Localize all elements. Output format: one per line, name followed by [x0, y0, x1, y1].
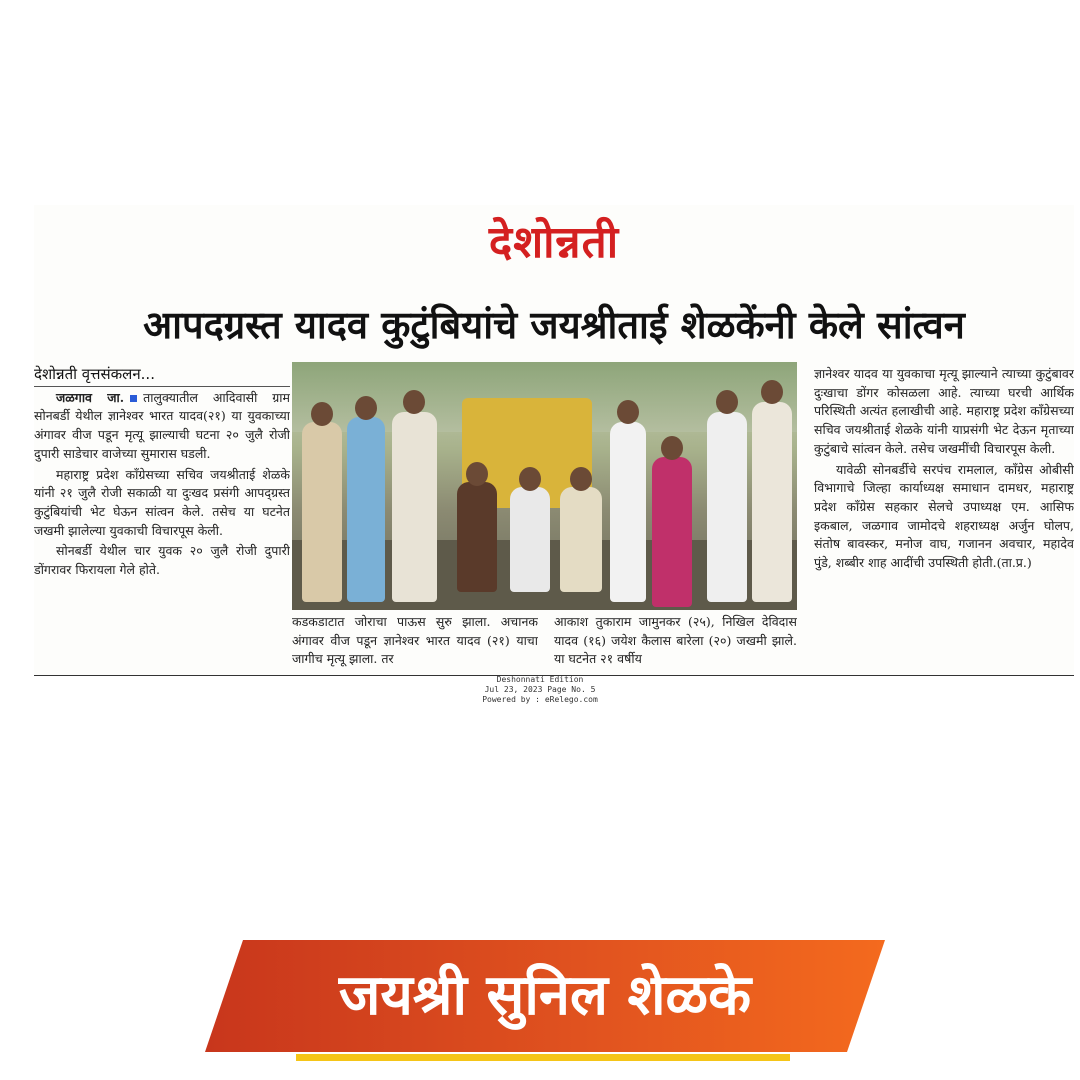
article-paragraph: सोनबर्डी येथील चार युवक २० जुलै रोजी दुपारी डोंगरावर फिरायला गेले होते.	[34, 543, 290, 578]
article-dateline: जळगाव जा.	[56, 389, 125, 405]
newspaper-masthead: देशोन्नती	[488, 217, 620, 268]
name-banner-text: जयश्री सुनिल शेळके	[338, 963, 752, 1028]
edition-name: Deshonnati Edition	[496, 675, 584, 684]
newspaper-clipping	[34, 205, 1074, 676]
edition-footer	[0, 675, 1080, 705]
article-paragraph: महाराष्ट्र प्रदेश काँग्रेसच्या सचिव जयश्रीताई शेळके यांनी २१ जुलै रोजी सकाळी या दुःखद प्रसंगी आपद्ग्रस्त कुटुंबियांची भेट घेऊन सांत्वन केले. तसेच या घटनेत जखमी झालेल्या युवकाची विचारपूस केली.	[34, 466, 290, 538]
article-paragraph: जळगाव जा. तालुक्यातील आदिवासी ग्राम सोनबर्डी येथील ज्ञानेश्वर भारत यादव(२१) या युवकाच्या अंगावर वीज पडून मृत्यू झाल्याची घटना २० जुलै रोजी दुपारी साडेचार वाजेच्या सुमारास घडली.	[34, 389, 290, 461]
article-headline: आपदग्रस्त यादव कुटुंबियांचे जयश्रीताई शेळकेंनी केले सांत्वन	[143, 303, 965, 347]
article-column-middle-2	[554, 613, 797, 675]
square-bullet-icon	[130, 395, 137, 402]
article-paragraph: कडकडाटात जोराचा पाऊस सुरु झाला. अचानक अंगावर वीज पडून ज्ञानेश्वर भारत यादव (२१) याचा जागीच मृत्यू झाला. तर	[292, 614, 538, 667]
masthead-rule	[34, 269, 1074, 279]
edition-powered-by: Powered by : eRelego.com	[482, 695, 598, 704]
article-column-right	[814, 365, 1074, 677]
article-column-middle-1	[292, 613, 538, 675]
banner-underline	[296, 1054, 790, 1061]
article-column-left	[34, 365, 290, 677]
article-paragraph: ज्ञानेश्वर यादव या युवकाचा मृत्यू झाल्याने त्याच्या कुटुंबावर दुःखाचा डोंगर कोसळला आहे. त्याच्या घरची आर्थिक परिस्थिती अत्यंत हलाखीची आहे. महाराष्ट्र प्रदेश काँग्रेसच्या सचिव जयश्रीताई शेळके यांनी याप्रसंगी भेट देऊन मृताच्या कुटुंबाचे सांत्वन केले. तसेच जखमींची विचारपूस केली.	[814, 366, 1074, 456]
article-byline: देशोन्नती वृत्तसंकलन...	[34, 365, 290, 387]
article-paragraph: यावेळी सोनबर्डीचे सरपंच रामलाल, काँग्रेस ओबीसी विभागाचे जिल्हा कार्याध्यक्ष समाधान दामधर, महाराष्ट्र प्रदेश काँग्रेस सहकार सेलचे उपाध्यक्ष एम. आसिफ इकबाल, जळगाव जामोदचे शहराध्यक्ष अर्जुन घोलप, संतोष बावस्कर, मनोज वाघ, गजानन अवचार, महादेव पुंडे, शब्बीर शाह आदींची उपस्थिती होती.(ता.प्र.)	[814, 461, 1074, 571]
news-photo	[292, 362, 797, 610]
article-paragraph: आकाश तुकाराम जामुनकर (२५), निखिल देविदास यादव (१६) जयेश कैलास बारेला (२०) जखमी झाले. या घटनेत २१ वर्षीय	[554, 614, 797, 667]
edition-date-page: Jul 23, 2023 Page No. 5	[484, 685, 596, 694]
